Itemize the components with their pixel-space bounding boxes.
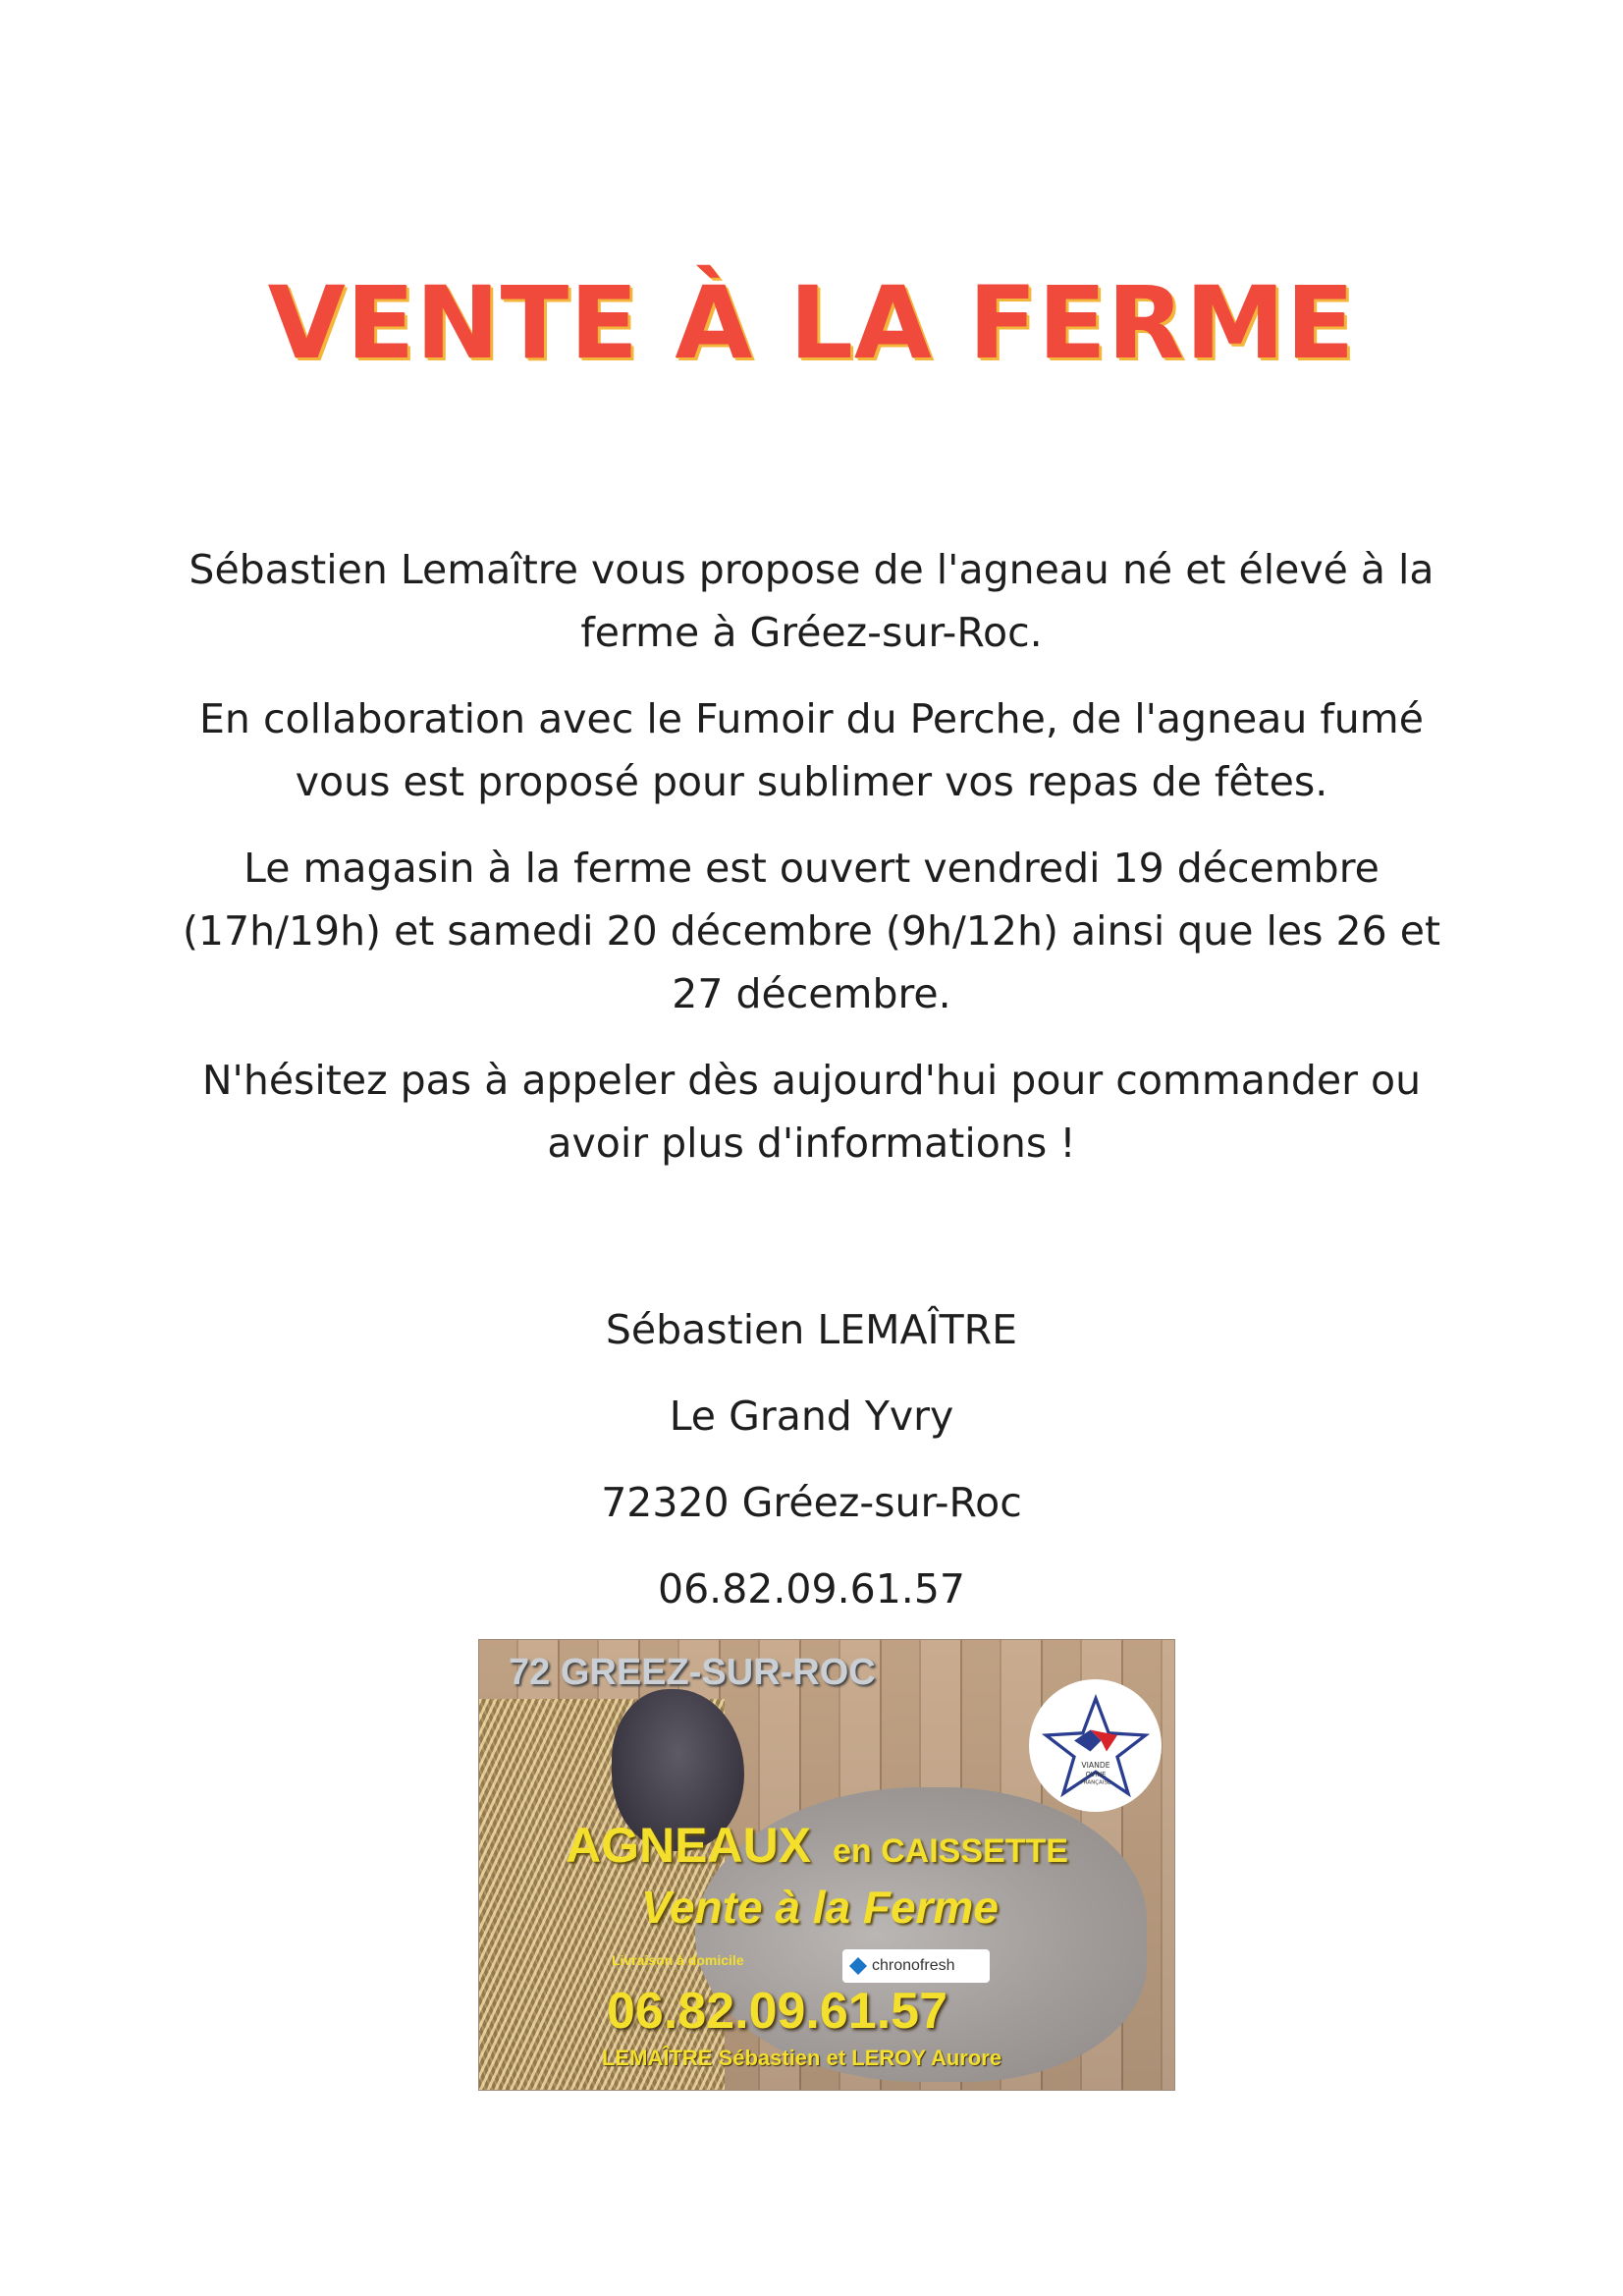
photo-phone: 06.82.09.61.57 bbox=[607, 1983, 947, 2040]
svg-text:FRANÇAISE: FRANÇAISE bbox=[1080, 1779, 1110, 1785]
photo-subtitle: Vente à la Ferme bbox=[641, 1882, 999, 1933]
paragraph-opening-hours: Le magasin à la ferme est ouvert vendredi 19 décembre (17h/19h) et samedi 20 décembre (9h/12h) ainsi que les 26 et 27 décembre. bbox=[182, 845, 1441, 1017]
photo-headline-rest: en CAISSETTE bbox=[833, 1832, 1068, 1870]
contact-place: Le Grand Yvry bbox=[669, 1393, 954, 1440]
french-lamb-label-icon bbox=[1029, 1679, 1162, 1812]
chronofresh-logo bbox=[842, 1949, 990, 1983]
photo-headline-main: AGNEAUX bbox=[566, 1818, 812, 1873]
photo-delivery: Livraison à domicile bbox=[612, 1952, 744, 1968]
photo-names: LEMAÎTRE Sébastien et LEROY Aurore bbox=[602, 2046, 1002, 2070]
contact-city: 72320 Gréez-sur-Roc bbox=[601, 1479, 1022, 1526]
flyer-title: VENTE À LA FERME bbox=[267, 265, 1356, 382]
contact-phone: 06.82.09.61.57 bbox=[658, 1565, 965, 1613]
paragraph-call-to-action: N'hésitez pas à appeler dès aujourd'hui pour commander ou avoir plus d'informations ! bbox=[201, 1057, 1422, 1167]
chronofresh-cube-icon bbox=[849, 1957, 867, 1975]
description-block bbox=[177, 538, 1446, 1198]
promo-photo bbox=[479, 1640, 1174, 2090]
contact-name: Sébastien LEMAÎTRE bbox=[605, 1306, 1018, 1353]
contact-block bbox=[0, 1286, 1623, 1632]
chronofresh-label: chronofresh bbox=[872, 1957, 955, 1974]
svg-text:VIANDE: VIANDE bbox=[1080, 1760, 1110, 1770]
paragraph-intro: Sébastien Lemaître vous propose de l'agneau né et élevé à la ferme à Gréez-sur-Roc. bbox=[189, 546, 1434, 656]
paragraph-collaboration: En collaboration avec le Fumoir du Perche, de l'agneau fumé vous est proposé pour sublimer vos repas de fêtes. bbox=[199, 695, 1424, 805]
photo-location: 72 GREEZ-SUR-ROC bbox=[509, 1652, 876, 1693]
svg-text:OVINE: OVINE bbox=[1085, 1770, 1106, 1778]
